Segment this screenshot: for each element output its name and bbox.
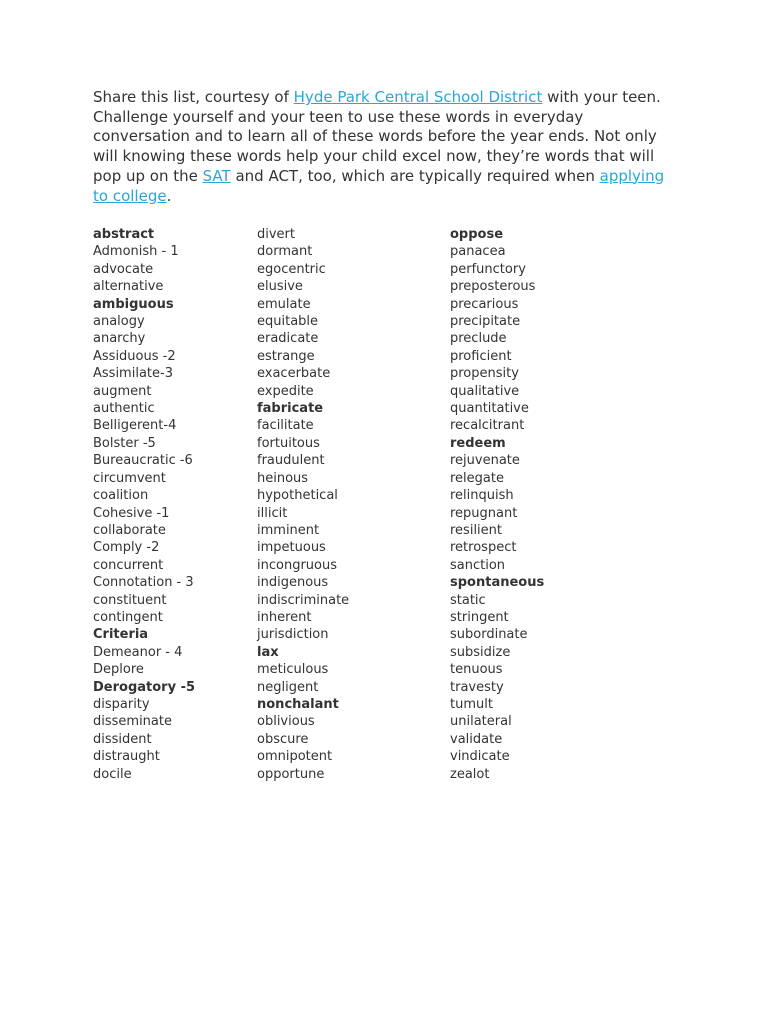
word-column-1 [93, 226, 195, 783]
vocab-word: Belligerent-4 [93, 418, 177, 434]
vocab-word: lax [257, 644, 279, 660]
vocab-word: imminent [257, 522, 320, 538]
vocab-word: Derogatory -5 [93, 679, 196, 695]
vocab-word: elusive [257, 279, 303, 295]
vocab-word: preposterous [450, 279, 536, 295]
vocab-word: nonchalant [257, 696, 339, 712]
vocab-word: hypothetical [257, 488, 338, 504]
vocab-word: negligent [257, 679, 319, 695]
vocab-word: dissident [93, 731, 152, 747]
word-column-3 [450, 226, 544, 783]
vocab-word: travesty [450, 679, 504, 695]
vocab-word: jurisdiction [257, 627, 329, 643]
vocab-word: fraudulent [257, 453, 325, 469]
vocab-word: alternative [93, 279, 164, 295]
vocab-word: Connotation - 3 [93, 575, 194, 591]
vocab-word: meticulous [257, 662, 329, 678]
vocab-word: Cohesive -1 [93, 505, 170, 521]
vocab-word: divert [257, 227, 295, 242]
vocab-word: fortuitous [257, 435, 320, 451]
vocab-word: incongruous [257, 557, 337, 573]
vocab-word: proficient [450, 348, 512, 364]
vocab-word: analogy [93, 314, 145, 330]
vocab-word: Criteria [93, 627, 149, 643]
vocab-word: oblivious [257, 714, 315, 730]
vocab-word: Bolster -5 [93, 435, 156, 451]
vocab-word: Assiduous -2 [93, 348, 176, 364]
word-column-2 [257, 226, 349, 783]
vocab-word: obscure [257, 731, 309, 747]
vocab-word: tumult [450, 696, 493, 712]
vocab-word: contingent [93, 609, 163, 625]
vocab-word: retrospect [450, 540, 517, 556]
vocab-word: fabricate [257, 401, 324, 417]
vocab-word: resilient [450, 522, 502, 538]
vocab-word: collaborate [93, 522, 166, 538]
vocab-word: heinous [257, 470, 309, 486]
vocab-word: zealot [450, 766, 490, 782]
vocab-word: disparity [93, 696, 150, 712]
vocab-word: perfunctory [450, 261, 526, 277]
vocab-word: relegate [450, 470, 504, 486]
vocab-word: stringent [450, 609, 509, 625]
vocab-word: inherent [257, 609, 312, 625]
vocab-word: authentic [93, 401, 155, 417]
vocab-word: constituent [93, 592, 167, 608]
school-district-link[interactable]: Hyde Park Central School District [293, 88, 543, 106]
intro-text-3: and ACT, too, which are typically required when [230, 166, 600, 185]
vocab-word: augment [93, 383, 152, 399]
vocab-word: disseminate [93, 714, 172, 730]
vocab-word: spontaneous [450, 575, 545, 591]
vocab-word: egocentric [257, 261, 326, 277]
applying-to-college-link[interactable]: applying to college [93, 166, 665, 205]
vocab-word: circumvent [93, 470, 166, 486]
vocab-word: eradicate [257, 331, 319, 347]
vocab-word: concurrent [93, 557, 164, 573]
vocab-word: coalition [93, 488, 149, 504]
vocab-word: Comply -2 [93, 540, 160, 556]
vocab-word: precipitate [450, 314, 521, 330]
vocab-word: propensity [450, 366, 519, 382]
vocab-word: sanction [450, 557, 506, 573]
vocab-word: docile [93, 766, 132, 782]
intro-text-4: . [166, 186, 172, 205]
vocab-word: rejuvenate [450, 453, 520, 469]
vocab-word: distraught [93, 749, 160, 765]
vocab-word: omnipotent [257, 749, 333, 765]
vocab-word: quantitative [450, 401, 529, 417]
vocab-word: static [450, 592, 486, 608]
vocab-word: ambiguous [93, 296, 174, 312]
vocab-word: relinquish [450, 488, 514, 504]
vocab-word: qualitative [450, 383, 520, 399]
vocab-word: subsidize [450, 644, 511, 660]
vocab-word: repugnant [450, 505, 518, 521]
vocab-word: validate [450, 731, 503, 747]
vocab-word: redeem [450, 435, 506, 451]
vocab-word: vindicate [450, 749, 510, 765]
vocab-word: exacerbate [257, 366, 331, 382]
vocab-word: indiscriminate [257, 592, 350, 608]
vocab-word: anarchy [93, 331, 146, 347]
intro-text-1: Share this list, courtesy of [93, 88, 294, 106]
vocab-word: facilitate [257, 418, 314, 434]
vocab-word: impetuous [257, 540, 326, 556]
vocab-word: illicit [257, 505, 288, 521]
vocab-word: subordinate [450, 627, 528, 643]
vocab-word: unilateral [450, 714, 512, 730]
sat-link[interactable]: SAT [202, 166, 231, 185]
vocab-word: tenuous [450, 662, 503, 678]
vocab-word: panacea [450, 244, 506, 260]
vocab-word: Deplore [93, 662, 144, 678]
vocab-word: Demeanor - 4 [93, 644, 183, 660]
vocab-word: preclude [450, 331, 507, 347]
vocab-word: precarious [450, 296, 519, 312]
vocab-word: oppose [450, 227, 504, 242]
vocab-word: Admonish - 1 [93, 244, 179, 260]
vocab-word: equitable [257, 314, 319, 330]
vocab-word: opportune [257, 766, 325, 782]
vocab-word: estrange [257, 348, 315, 364]
vocab-word: emulate [257, 296, 311, 312]
vocab-word: recalcitrant [450, 418, 525, 434]
intro-paragraph [93, 88, 683, 206]
vocab-word: dormant [257, 244, 313, 260]
vocab-word: indigenous [257, 575, 329, 591]
vocab-word: advocate [93, 261, 154, 277]
vocab-word: Assimilate-3 [93, 366, 173, 382]
vocab-word: Bureaucratic -6 [93, 453, 193, 469]
vocab-word: abstract [93, 227, 155, 242]
vocab-word: expedite [257, 383, 314, 399]
intro-text-2: with your teen. Challenge yourself and your teen to use these words in everyday conversation and to learn all of these words before the year ends. Not only will knowing these words help your child excel now, they’re words that will pop up on the [93, 88, 661, 185]
